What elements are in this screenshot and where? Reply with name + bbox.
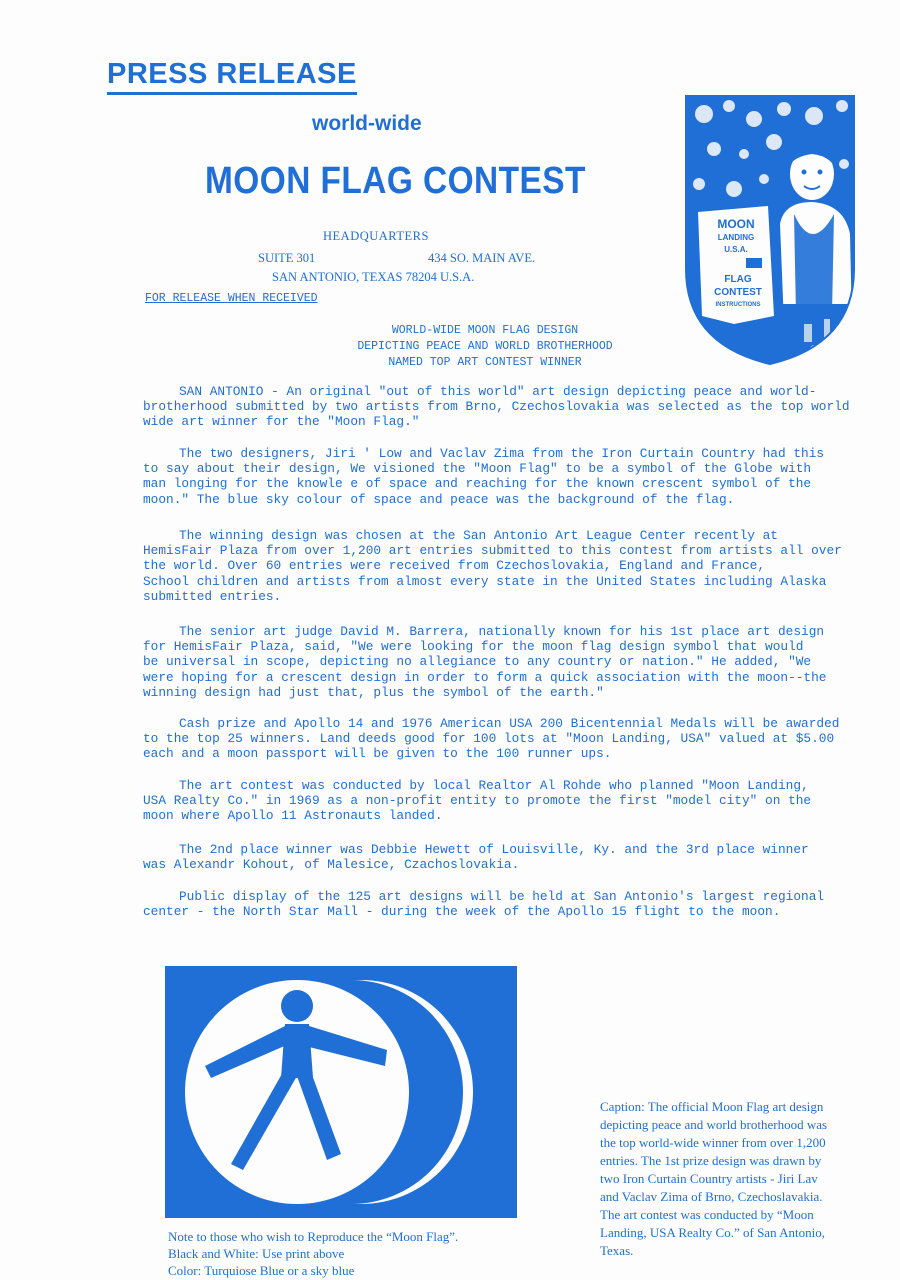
sign-text: MOON [717,217,755,231]
note-line: Black and White: Use print above [168,1246,345,1261]
flag-icon [746,258,762,268]
caption-line: Texas. [600,1243,634,1258]
caption-line: Landing, USA Realty Co.” of San Antonio, [600,1225,825,1240]
flag-caption [600,1098,880,1260]
body-paragraph: The two designers, Jiri ' Low and Vaclav Zima from the Iron Curtain Country had this to say about their design, We visioned the "Moon Flag" to be a symbol of the Globe with man longing for the knowle e of space and reaching for the known crescent symbol of the moon." The blue sky colour of space and peace was the background of the flag. [143,446,825,507]
headline-line: NAMED TOP ART CONTEST WINNER [388,356,582,369]
body-paragraph: The senior art judge David M. Barrera, nationally known for his 1st place art design for HemisFair Plaza, said, "We were looking for the moon flag design symbol that would be universal in scope, depicting no allegiance to any country or nation." He added, "We were hoping for a crescent design in order to form a quick association with the moon--the winning design had just that, plus the symbol of the earth." [143,624,827,700]
body-paragraph: Public display of the 125 art designs will be held at San Antonio's largest regional center - the North Star Mall - during the week of the Apollo 15 flight to the moon. [143,889,825,920]
suite-number: SUITE 301 [258,251,316,265]
city-address: SAN ANTONIO, TEXAS 78204 U.S.A. [272,270,475,284]
sign-text: FLAG [724,274,752,285]
moon-flag-design [165,966,517,1218]
headline [330,323,640,371]
caption-line: The art contest was conducted by “Moon [600,1207,814,1222]
release-note: FOR RELEASE WHEN RECEIVED [145,292,318,305]
caption-line: depicting peace and world brotherhood was [600,1117,828,1132]
headline-line: WORLD-WIDE MOON FLAG DESIGN [391,324,579,337]
note-line: Note to those who wish to Reproduce the “Moon Flag”. [168,1229,459,1244]
caption-line: entries. The 1st prize design was drawn by [600,1153,822,1168]
subtitle: world-wide [312,112,422,135]
sign-text: U.S.A. [724,245,748,254]
reproduction-note [168,1228,458,1279]
headline-line: DEPICTING PEACE AND WORLD BROTHERHOOD [357,340,613,353]
page-title: MOON FLAG CONTEST [205,160,586,202]
body-paragraph: SAN ANTONIO - An original "out of this world" art design depicting peace and world- brotherhood submitted by two artists from Brno, Czechoslovakia was selected as the top world wide art winner for the "Moon Flag." [143,384,850,430]
contest-photo [684,94,856,366]
body-paragraph: The art contest was conducted by local Realtor Al Rohde who planned "Moon Landing, USA Realty Co." in 1969 as a non-profit entity to promote the first "model city" on the moon where Apollo 11 Astronauts landed. [143,778,812,824]
note-line: Color: Turquiose Blue or a sky blue [168,1263,355,1278]
sign-text: CONTEST [714,287,762,298]
caption-line: the top world-wide winner from over 1,200 [600,1135,826,1150]
body-paragraph: The winning design was chosen at the San Antonio Art League Center recently at HemisFair Plaza from over 1,200 art entries submitted to this contest from artists all over the world. Over 60 entries were received from Czechoslovakia, England and France, School children and artists from almost every state in the United States including Alaska submitted entries. [143,528,842,604]
sign-text: INSTRUCTIONS [715,302,761,308]
press-release-heading: PRESS RELEASE [107,58,357,95]
sign-text: LANDING [717,233,755,242]
caption-line: Caption: The official Moon Flag art design [600,1099,824,1114]
caption-line: two Iron Curtain Country artists - Jiri Lav [600,1171,818,1186]
body-paragraph: The 2nd place winner was Debbie Hewett of Louisville, Ky. and the 3rd place winner was Alexandr Kohout, of Malesice, Czachoslovakia. [143,842,809,873]
body-paragraph: Cash prize and Apollo 14 and 1976 American USA 200 Bicentennial Medals will be awarded to the top 25 winners. Land deeds good for 100 lots at "Moon Landing, USA" valued at $5.00 each and a moon passport will be given to the 100 runner ups. [143,716,840,762]
headquarters-label: HEADQUARTERS [323,229,429,243]
street-address: 434 SO. MAIN AVE. [428,251,536,265]
caption-line: and Vaclav Zima of Brno, Czechoslavakia. [600,1189,823,1204]
